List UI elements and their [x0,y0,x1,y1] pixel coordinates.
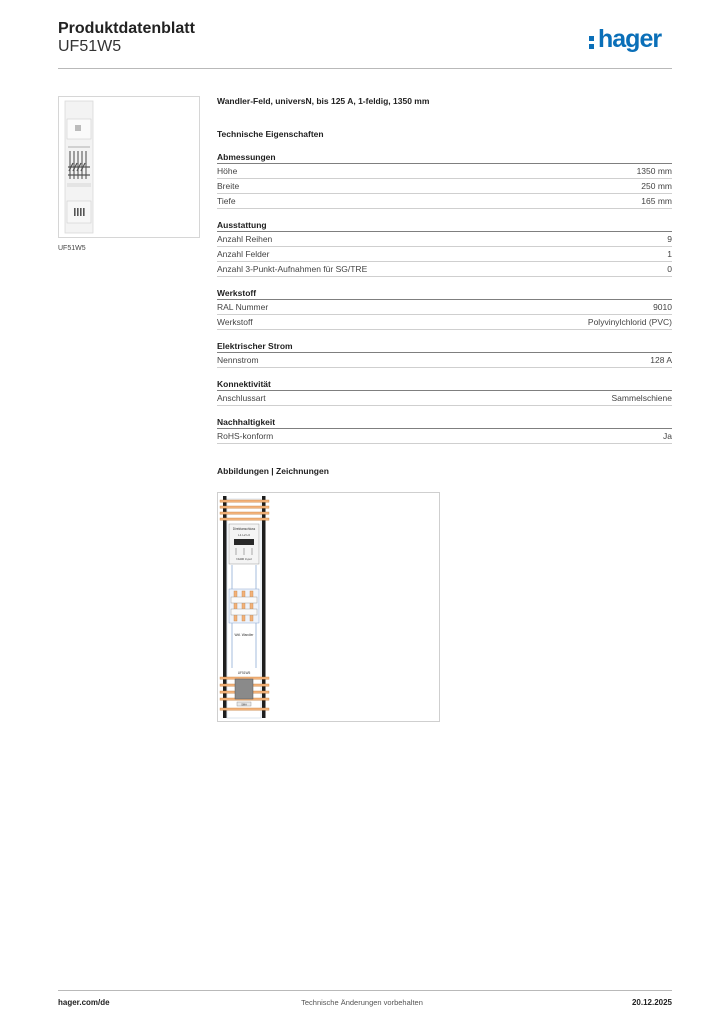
logo-dot-icon [589,44,594,49]
group-title: Werkstoff [217,287,672,300]
footer-divider [58,990,672,991]
product-name: Wandler-Feld, universN, bis 125 A, 1-feldig, 1350 mm [217,96,430,106]
thumbnail-caption: UF51W5 [58,245,86,252]
group-title: Ausstattung [217,219,672,232]
drawing-label: UF51W5 [237,671,251,675]
group-electrical [217,340,672,368]
row-value: 165 mm [641,196,672,206]
logo-text: hager [598,25,662,53]
illustrations-title: Abbildungen | Zeichnungen [217,466,329,476]
drawing-label: Direktanschluss [232,527,256,531]
footer-disclaimer: Technische Änderungen vorbehalten [301,998,423,1007]
table-row [217,232,672,247]
product-code: UF51W5 [58,38,122,55]
group-title: Konnektivität [217,378,672,391]
row-value: Sammelschiene [611,393,672,403]
row-value: Polyvinylchlorid (PVC) [587,317,672,327]
row-label: Werkstoff [217,317,253,327]
table-row [217,179,672,194]
header-divider [58,68,672,69]
row-label: Anzahl 3-Punkt-Aufnahmen für SG/TRE [217,264,368,274]
table-row [217,194,672,209]
group-dimensions [217,151,672,209]
logo-dot-icon [589,36,594,41]
group-title: Elektrischer Strom [217,340,672,353]
properties-title: Technische Eigenschaften [217,129,324,139]
row-value: 9010 [653,302,672,312]
row-value: 1 [667,249,672,259]
row-label: RAL Nummer [217,302,269,312]
table-row [217,164,672,179]
hager-logo [586,25,672,54]
row-value: Ja [663,431,672,441]
row-value: 128 A [650,355,672,365]
drawing-label: L1 L2 L3 [238,533,250,537]
group-title: Abmessungen [217,151,672,164]
row-label: Nennstrom [217,355,259,365]
main-content [217,96,672,478]
drawing-label: SMA [241,703,247,707]
drawing-label: Wdl. Wandler [234,633,254,637]
row-label: Tiefe [217,196,236,206]
table-row [217,429,672,444]
row-label: Anzahl Reihen [217,234,273,244]
row-label: Anschlussart [217,393,266,403]
group-material [217,287,672,330]
row-label: Anzahl Felder [217,249,270,259]
row-value: 1350 mm [636,166,672,176]
page-title: Produktdatenblatt [58,20,195,37]
row-value: 9 [667,234,672,244]
product-thumbnail [58,96,200,238]
product-photo-icon [59,97,199,237]
table-row [217,391,672,406]
group-connectivity [217,378,672,406]
panel-drawing-icon [218,493,439,721]
footer-website-link[interactable]: hager.com/de [58,998,110,1007]
row-label: RoHS-konform [217,431,274,441]
table-row [217,247,672,262]
table-row [217,315,672,330]
table-row [217,262,672,277]
footer-date: 20.12.2025 [631,998,672,1007]
row-label: Breite [217,181,240,191]
group-sustainability [217,416,672,444]
row-value: 0 [667,264,672,274]
group-title: Nachhaltigkeit [217,416,672,429]
technical-drawing [217,492,440,722]
table-row [217,353,672,368]
group-equipment [217,219,672,277]
drawing-label: NH00 3-pol [236,557,252,561]
row-value: 250 mm [641,181,672,191]
table-row [217,300,672,315]
row-label: Höhe [217,166,238,176]
